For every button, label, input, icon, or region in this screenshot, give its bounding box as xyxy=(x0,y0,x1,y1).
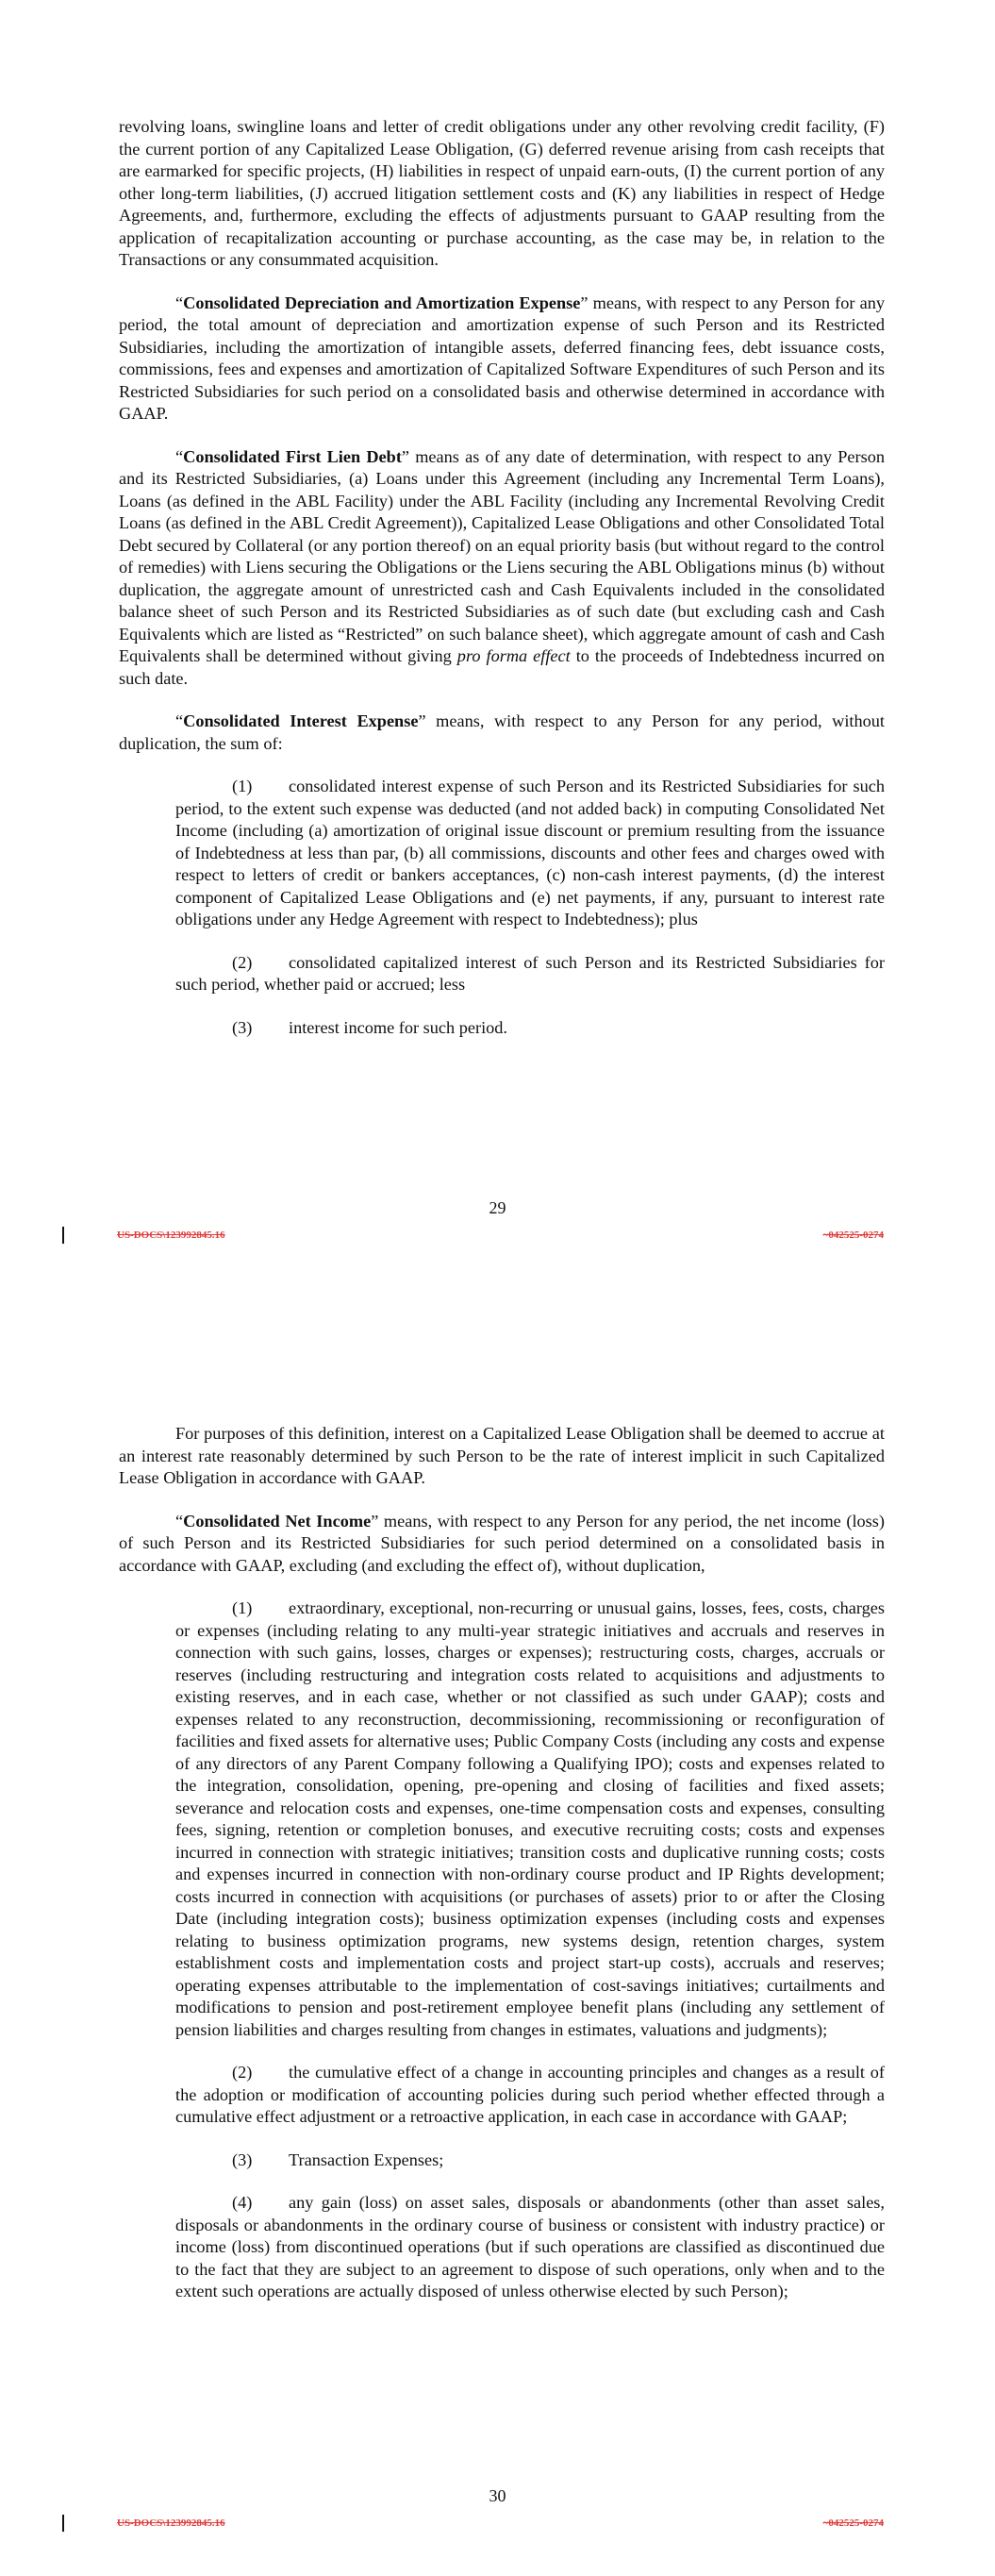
list-item xyxy=(175,952,885,996)
page-footer xyxy=(0,1229,995,1248)
definition-text: means, with respect to any Person for any period, the total amount of depreciation and amortization expense of such Person and its Restricted Subsidiaries, including the amortization of intangible assets, deferred financing fees, debt issuance costs, commissions, fees and expenses and amortization of Capitalized Software Expenditures of such Person and its Restricted Subsidiaries for such period on a consolidated basis and otherwise determined in accordance with GAAP. xyxy=(119,293,885,423)
document-page-29 xyxy=(0,0,995,1255)
item-text: the cumulative effect of a change in accounting principles and changes as a result of the adoption or modification of accounting policies during such period whether effected through a cumulative effect adjustment or a retroactive application, in each case in accordance with GAAP; xyxy=(175,2063,885,2126)
list-item xyxy=(175,2062,885,2129)
defined-term: Consolidated Depreciation and Amortization Expense xyxy=(183,293,581,312)
revision-bar xyxy=(62,1227,64,1244)
list-item xyxy=(175,1017,885,1040)
item-number: (2) xyxy=(232,952,253,972)
revision-bar xyxy=(62,2515,64,2532)
item-number: (3) xyxy=(232,2149,253,2169)
plain-paragraph: For purposes of this definition, interest on a Capitalized Lease Obligation shall be deemed to accrue at an interest rate reasonably determined by such Person to be the rate of interest implicit in such Capitalized Lease Obligation in accordance with GAAP. xyxy=(119,1424,885,1487)
item-text: extraordinary, exceptional, non-recurring or unusual gains, losses, fees, costs, charges or expenses (including relating to any multi-year strategic initiatives and accruals and reserves in connection with such gains, losses, charges or expenses); restructuring costs, charges, accruals or reserves (including restructuring and integration costs related to acquisitions and adjustments to existing reserves, and in each case, whether or not classified as such under GAAP); costs and expenses related to any reconstruction, decommissioning, recommissioning or reconfiguration of facilities and fixed assets for alternative uses; Public Company Costs (including any costs and expense of any directors of any Parent Company following a Qualifying IPO); costs and expenses related to the integration, consolidation, opening, pre-opening and closing of facilities and fixed assets; severance and relocation costs and expenses, one-time compensation costs and expenses, consulting fees, signing, retention or completion bonuses, and executive recruiting costs; costs and expenses incurred in connection with strategic initiatives; transition costs and duplicative running costs; costs and expenses incurred in connection with non-ordinary course product and IP Rights development; costs incurred in connection with acquisitions (or purchases of assets) prior to or after the Closing Date (including integration costs); business optimization expenses (including costs and expenses relating to business optimization programs, new systems design, retention charges, system establishment costs and implementation costs and project start-up costs), accruals and reserves; operating expenses attributable to the implementation of cost-savings initiatives; curtailments and modifications to pension and post-retirement employee benefit plans (including any settlement of pension liabilities and charges resulting from changes in estimates, valuations and judgments); xyxy=(175,1598,885,2039)
item-number: (1) xyxy=(232,1598,253,1617)
page-number: 29 xyxy=(489,1198,506,1217)
item-text: consolidated interest expense of such Person and its Restricted Subsidiaries for such period, to the extent such expense was deducted (and not added back) in computing Consolidated Net Income (including (a) amortization of original issue discount or premium resulting from the issuance of Indebtedness at less than par, (b) all commissions, discounts and other fees and charges owed with respect to letters of credit or bankers acceptances, (c) non-cash interest payments, (d) the interest component of Capitalized Lease Obligations and (e) net payments, if any, pursuant to interest rate obligations under any Hedge Agreement with respect to Indebtedness); plus xyxy=(175,777,885,928)
page-number: 30 xyxy=(489,2486,506,2505)
page-body xyxy=(119,1423,885,2324)
item-number: (2) xyxy=(232,2063,253,2082)
definition-text: means, with respect to any Person for any period, the net income (loss) of such Person and its Restricted Subsidiaries for such period determined on a consolidated basis in accordance with GAAP, excluding (and excluding the effect of), without duplication, xyxy=(119,1511,886,1575)
continued-paragraph: revolving loans, swingline loans and letter of credit obligations under any other revolving credit facility, (F) the current portion of any Capitalized Lease Obligation, (G) deferred revenue arising from cash receipts that are earmarked for specific projects, (H) liabilities in respect of unpaid earn-outs, (I) the current portion of any other long-term liabilities, (J) accrued litigation settlement costs and (K) any liabilities in respect of Hedge Agreements, and, furthermore, excluding the effects of adjustments pursuant to GAAP resulting from the application of recapitalization accounting or purchase accounting, as the case may be, in relation to the Transactions or any consummated acquisition. xyxy=(119,117,885,269)
definition-text: means as of any date of determination, with respect to any Person and its Restricted Subsidiaries, (a) Loans under this Agreement (including any Incremental Term Loans), Loans (as defined in the ABL Facility) under the ABL Facility (including any Incremental Revolving Credit Loans (as defined in the ABL Credit Agreement)), Capitalized Lease Obligations and other Consolidated Total Debt secured by Collateral (or any portion thereof) on an equal priority basis (but without regard to the control of remedies) with Liens securing the Obligations or the Liens securing the ABL Obligations minus (b) without duplication, the aggregate amount of unrestricted cash and Cash Equivalents included in the consolidated balance sheet of such Person and its Restricted Subsidiaries as of such date (but excluding cash and Cash Equivalents which are listed as “Restricted” on such balance sheet), which aggregate amount of cash and Cash Equivalents shall be determined without giving xyxy=(119,446,886,665)
item-number: (4) xyxy=(232,2193,253,2212)
defined-term: Consolidated Net Income xyxy=(183,1511,372,1531)
definition-paragraph: “Consolidated Net Income” means, with respect to any Person for any period, the net income (loss) of such Person and its Restricted Subsidiaries for such period determined on a consolidated basis in accordance with GAAP, excluding (and excluding the effect of), without duplication, xyxy=(119,1511,886,1575)
definition-text: means, with respect to any Person for any period, without duplication, the sum of: xyxy=(119,711,885,753)
definition-text-tail: to the proceeds of Indebtedness incurred on such date. xyxy=(119,646,885,688)
italic-phrase: pro forma effect xyxy=(456,646,571,665)
list-item xyxy=(175,2149,885,2172)
item-text: any gain (loss) on asset sales, disposals or abandonments (other than asset sales, disposals or abandonments in the ordinary course of business or consistent with industry practice) or income (loss) from discontinued operations (but if such operations are classified as discontinued due to the fact that they are subject to an agreement to dispose of such operations, only when and to the extent such operations are actually disposed of unless otherwise elected by such Person); xyxy=(175,2193,885,2300)
item-text: Transaction Expenses; xyxy=(289,2149,444,2169)
defined-term: Consolidated First Lien Debt xyxy=(183,446,402,466)
doc-id-label: US-DOCS\123992845.16 xyxy=(117,1229,225,1241)
matter-number-label: ~042525-0274 xyxy=(822,1229,884,1241)
item-text: consolidated capitalized interest of such Person and its Restricted Subsidiaries for such period, whether paid or accrued; less xyxy=(175,952,885,994)
page-body xyxy=(119,116,885,1060)
item-number: (1) xyxy=(232,777,253,795)
item-text: interest income for such period. xyxy=(289,1017,507,1037)
item-number: (3) xyxy=(232,1017,253,1037)
defined-term: Consolidated Interest Expense xyxy=(183,711,419,730)
document-page-30 xyxy=(0,1255,995,2576)
list-item xyxy=(175,2192,885,2303)
definition-paragraph: “Consolidated Depreciation and Amortization Expense” means, with respect to any Person for any period, the total amount of depreciation and amortization expense of such Person and its Restricted Subsidiaries, including the amortization of intangible assets, deferred financing fees, debt issuance costs, commissions, fees and expenses and amortization of Capitalized Software Expenditures of such Person and its Restricted Subsidiaries for such period on a consolidated basis and otherwise determined in accordance with GAAP. xyxy=(119,293,885,423)
list-item xyxy=(175,776,885,931)
doc-id-label: US-DOCS\123992845.16 xyxy=(117,2517,225,2529)
page-footer xyxy=(0,2517,995,2536)
definition-paragraph: “Consolidated Interest Expense” means, with respect to any Person for any period, without duplication, the sum of: xyxy=(119,711,885,753)
matter-number-label: ~042525-0274 xyxy=(822,2517,884,2529)
list-item xyxy=(175,1597,885,2041)
definition-paragraph: “Consolidated First Lien Debt” means as of any date of determination, with respect to any Person and its Restricted Subsidiaries, (a) Loans under this Agreement (including any Incremental Term Loans), Loans (as defined in the ABL Facility) under the ABL Facility (including any Incremental Revolving Credit Loans (as defined in the ABL Credit Agreement)), Capitalized Lease Obligations and other Consolidated Total Debt secured by Collateral (or any portion thereof) on an equal priority basis (but without regard to the control of remedies) with Liens securing the Obligations or the Liens securing the ABL Obligations minus (b) without duplication, the aggregate amount of unrestricted cash and Cash Equivalents included in the consolidated balance sheet of such Person and its Restricted Subsidiaries as of such date (but excluding cash and Cash Equivalents which are listed as “Restricted” on such balance sheet), which aggregate amount of cash and Cash Equivalents shall be determined without giving pro forma effect to the proceeds of Indebtedness incurred on such date. xyxy=(119,446,886,688)
